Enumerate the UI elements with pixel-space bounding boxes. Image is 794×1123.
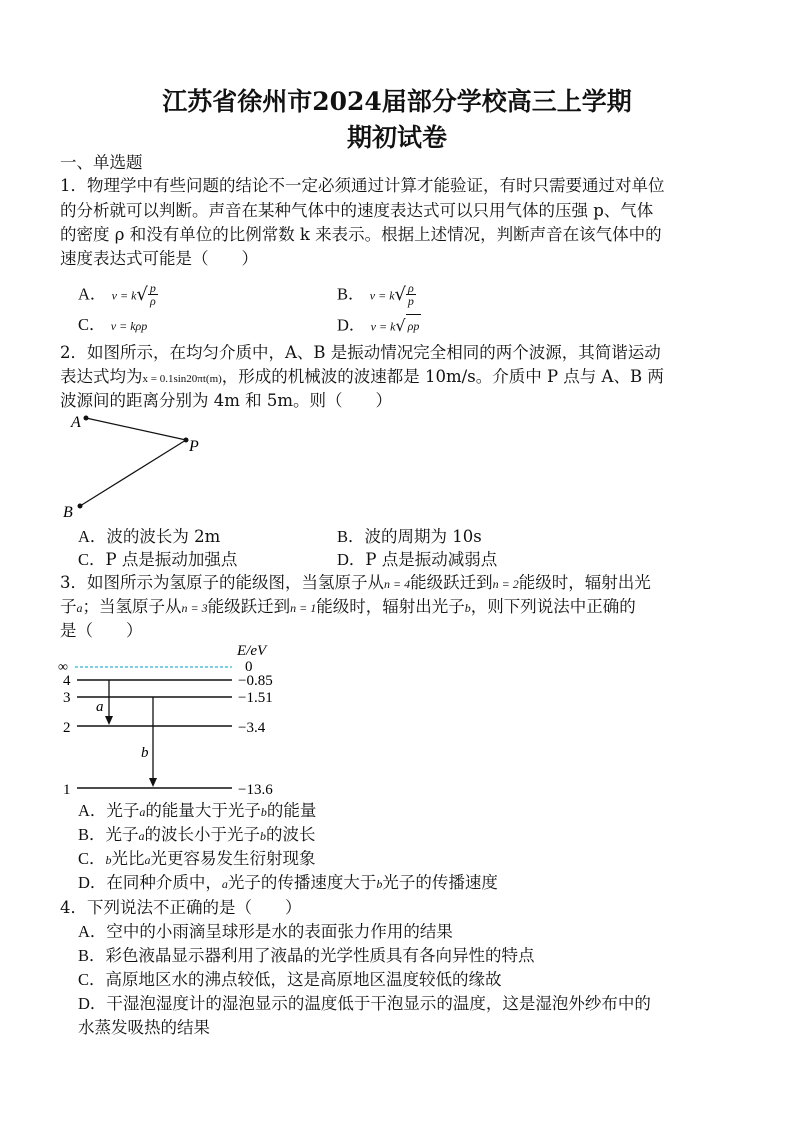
option-label: A． <box>78 284 107 304</box>
variable: a <box>144 853 151 867</box>
energy-level-diagram <box>55 640 315 800</box>
label-b: B <box>63 504 73 521</box>
text: 光更容易发生衍射现象 <box>150 849 316 868</box>
point-a <box>84 416 89 421</box>
text: 能级跃迁到 <box>410 573 493 592</box>
option-label: A． <box>78 527 107 546</box>
energy-value-3: −1.51 <box>238 690 273 706</box>
option-text: 高原地区水的沸点较低，这是高原地区温度较低的缘故 <box>105 970 502 989</box>
text: 能级时，辐射出光 <box>518 573 651 592</box>
question-4-stem: 4．下列说法不正确的是（ ） <box>60 898 302 917</box>
q2-option-d[interactable] <box>337 549 497 571</box>
arrowhead-b <box>149 778 157 787</box>
formula: n = 2 <box>492 577 519 591</box>
option-text: 空中的小雨滴呈球形是水的表面张力作用的结果 <box>106 922 453 941</box>
text: 子 <box>60 597 77 616</box>
text: 光子的传播速度大于 <box>227 873 377 892</box>
sqrt-formula: √ $\frac{\rho}{p}$ <box>394 281 414 308</box>
text: 在同种介质中， <box>106 873 222 892</box>
sqrt-formula: √ ρp <box>395 314 421 337</box>
formula: v = kρp <box>110 319 148 333</box>
level-label-2: 2 <box>63 720 71 736</box>
option-label: D． <box>78 994 107 1013</box>
option-label: D． <box>337 550 366 569</box>
question-3-line: 是（ ） <box>60 621 143 640</box>
formula: b <box>464 601 471 615</box>
q2-option-c[interactable] <box>78 549 237 571</box>
formula: n = 1 <box>290 601 317 615</box>
fraction-numerator: p <box>149 281 156 295</box>
question-1-line: 的分析就可以判断。声音在某种气体中的速度表达式可以只用气体的压强 p、气体 <box>60 201 654 220</box>
formula: x = 0.1sin20πt(m) <box>142 373 222 385</box>
option-text: 波的波长为 2m <box>106 527 221 546</box>
formula: n = 4 <box>384 577 411 591</box>
option-text: 干湿泡湿度计的湿泡显示的温度低于干泡显示的温度，这是湿泡外纱布中的 <box>106 994 651 1013</box>
option-label: C． <box>78 849 106 868</box>
option-text: P 点是振动加强点 <box>105 550 238 569</box>
arrow-label-b: b <box>141 745 149 761</box>
axis-label: E/eV <box>237 643 267 659</box>
text: 光子 <box>106 801 140 820</box>
question-1-line: 速度表达式可能是（ ） <box>60 249 258 268</box>
formula: n = 3 <box>181 601 208 615</box>
q1-option-a[interactable] <box>78 282 158 307</box>
energy-value-infinity: 0 <box>245 659 253 675</box>
question-1-line: 的密度 ρ 和没有单位的比例常数 k 来表示。根据上述情况，判断声音在该气体中的 <box>60 225 662 244</box>
text: 的能量 <box>266 801 317 820</box>
section-heading: 一、单选题 <box>60 153 143 172</box>
formula-lhs: v = k <box>111 288 137 303</box>
label-a: A <box>71 414 81 431</box>
question-2-line: 2．如图所示，在均匀介质中，A、B 是振动情况完全相同的两个波源，其简谐运动 <box>60 343 661 362</box>
question-3-line <box>60 596 636 619</box>
arrowhead-a <box>105 716 113 725</box>
option-label: B． <box>337 527 365 546</box>
level-label-4: 4 <box>63 673 71 689</box>
formula-lhs: v = k <box>370 319 396 334</box>
q4-option-d[interactable] <box>78 993 651 1015</box>
variable: a <box>138 829 145 843</box>
q3-option-d[interactable] <box>78 872 498 895</box>
point-b <box>78 504 83 509</box>
text: 光子的传播速度 <box>382 873 498 892</box>
fraction-denominator: ρ <box>150 294 156 308</box>
question-3-line <box>60 572 651 595</box>
text: 表达式均为 <box>60 367 143 386</box>
level-label-3: 3 <box>63 690 71 706</box>
option-label: D． <box>337 315 366 335</box>
fraction-numerator: ρ <box>408 281 414 295</box>
option-label: B． <box>78 946 106 965</box>
arrow-label-a: a <box>96 699 104 715</box>
wave-source-figure <box>55 405 255 525</box>
text: ；当氢原子从 <box>82 597 182 616</box>
option-text: P 点是振动减弱点 <box>365 550 498 569</box>
option-text: 彩色液晶显示器利用了液晶的光学性质具有各向异性的特点 <box>105 946 535 965</box>
text: 的波长 <box>266 825 316 844</box>
sqrt-formula: √ $\frac{p}{\rho}$ <box>136 281 156 308</box>
option-label: A． <box>78 922 107 941</box>
option-label: C． <box>78 970 106 989</box>
fraction-denominator: p <box>407 294 414 308</box>
q1-option-b[interactable] <box>337 282 416 307</box>
q1-option-c[interactable] <box>78 314 147 337</box>
level-label-1: 1 <box>63 782 71 798</box>
option-label: A． <box>78 801 107 820</box>
exam-title-line-1: 江苏省徐州市2024届部分学校高三上学期 <box>162 87 632 116</box>
point-p <box>184 438 189 443</box>
formula-lhs: v = k <box>369 288 395 303</box>
q3-option-c[interactable] <box>78 848 316 871</box>
variable: b <box>260 829 267 843</box>
q1-option-d[interactable] <box>337 314 421 338</box>
question-1-line: 1．物理学中有些问题的结论不一定必须通过计算才能验证，有时只需要通过对单位 <box>60 176 665 195</box>
option-label: C． <box>78 550 106 569</box>
formula: a <box>76 601 83 615</box>
option-label: B． <box>337 284 365 304</box>
variable: b <box>376 877 383 891</box>
text: 光比 <box>111 849 145 868</box>
question-2-line: 波源间的距离分别为 4m 和 5m。则（ ） <box>60 391 393 410</box>
level-label-infinity: ∞ <box>58 660 68 675</box>
exam-title-line-2: 期初试卷 <box>346 123 447 152</box>
option-label: C． <box>78 315 106 334</box>
q2-option-b[interactable] <box>337 526 482 548</box>
option-label: B． <box>78 825 106 844</box>
variable: a <box>221 877 228 891</box>
q4-option-c[interactable] <box>78 969 502 991</box>
text: ，形成的机械波的波速都是 10m/s。介质中 P 点与 A、B 两 <box>221 367 664 386</box>
text: ，则下列说法中正确的 <box>470 597 636 616</box>
q4-option-b[interactable] <box>78 945 535 967</box>
text: 3．如图所示为氢原子的能级图，当氢原子从 <box>60 573 384 592</box>
energy-value-1: −13.6 <box>238 782 273 798</box>
text: 光子 <box>105 825 139 844</box>
q3-option-a[interactable] <box>78 800 316 823</box>
q2-option-a[interactable] <box>78 526 220 548</box>
text: 能级时，辐射出光子 <box>316 597 465 616</box>
text: 能级跃迁到 <box>207 597 291 616</box>
text: 的波长小于光子 <box>144 825 261 844</box>
energy-value-4: −0.85 <box>238 673 273 689</box>
option-label: D． <box>78 873 107 892</box>
variable: a <box>139 805 146 819</box>
variable: b <box>260 805 267 819</box>
q4-option-d-continued: 水蒸发吸热的结果 <box>78 1018 210 1037</box>
variable: b <box>105 853 112 867</box>
segment-ap <box>86 418 186 440</box>
q4-option-a[interactable] <box>78 921 453 943</box>
segment-bp <box>80 440 186 506</box>
question-2-line <box>60 366 664 390</box>
option-text: 波的周期为 10s <box>364 527 482 546</box>
q3-option-b[interactable] <box>78 824 316 847</box>
energy-value-2: −3.4 <box>238 720 266 736</box>
radicand: ρp <box>406 314 422 337</box>
label-p: P <box>189 438 199 455</box>
text: 的能量大于光子 <box>145 801 261 820</box>
